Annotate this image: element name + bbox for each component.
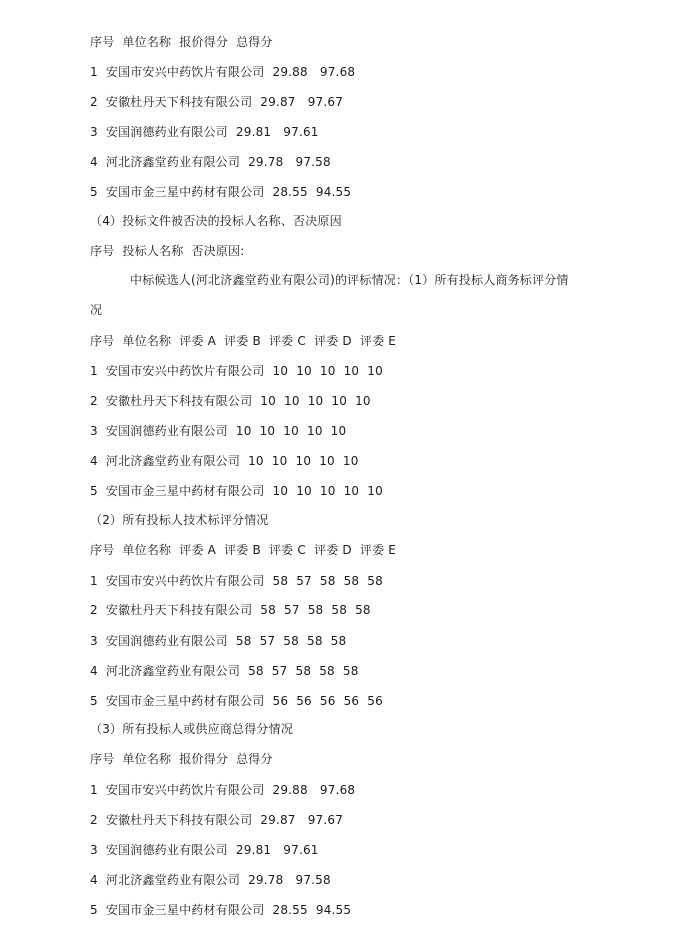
table-row: 3 安国润德药业有限公司 58 57 58 58 58 — [90, 634, 347, 648]
table-header-line: 序号 投标人名称 否决原因: — [90, 244, 245, 258]
section-heading: （3）所有投标人或供应商总得分情况 — [90, 722, 294, 736]
paragraph-line: 中标候选人(河北济鑫堂药业有限公司)的评标情况：（1）所有投标人商务标评分情 — [130, 273, 569, 287]
table-row: 3 安国润德药业有限公司 10 10 10 10 10 — [90, 424, 347, 438]
paragraph-line: 况 — [90, 303, 103, 317]
table-row: 1 安国市安兴中药饮片有限公司 10 10 10 10 10 — [90, 364, 383, 378]
table-row: 5 安国市金三星中药材有限公司 28.55 94.55 — [90, 185, 352, 199]
table-header-line: 序号 单位名称 评委 A 评委 B 评委 C 评委 D 评委 E — [90, 334, 397, 348]
table-row: 4 河北济鑫堂药业有限公司 58 57 58 58 58 — [90, 664, 359, 678]
table-row: 5 安国市金三星中药材有限公司 56 56 56 56 56 — [90, 694, 383, 708]
table-row: 2 安徽杜丹天下科技有限公司 10 10 10 10 10 — [90, 394, 371, 408]
table-row: 1 安国市安兴中药饮片有限公司 29.88 97.68 — [90, 783, 356, 797]
table-row: 3 安国润德药业有限公司 29.81 97.61 — [90, 125, 319, 139]
table-row: 4 河北济鑫堂药业有限公司 29.78 97.58 — [90, 873, 331, 887]
section-heading: （2）所有投标人技术标评分情况 — [90, 513, 269, 527]
table-header-line: 序号 单位名称 报价得分 总得分 — [90, 35, 273, 49]
table-row: 1 安国市安兴中药饮片有限公司 29.88 97.68 — [90, 65, 356, 79]
table-row: 5 安国市金三星中药材有限公司 28.55 94.55 — [90, 903, 352, 917]
table-row: 4 河北济鑫堂药业有限公司 10 10 10 10 10 — [90, 454, 359, 468]
table-header-line: 序号 单位名称 报价得分 总得分 — [90, 752, 273, 766]
table-header-line: 序号 单位名称 评委 A 评委 B 评委 C 评委 D 评委 E — [90, 543, 397, 557]
table-row: 1 安国市安兴中药饮片有限公司 58 57 58 58 58 — [90, 574, 383, 588]
table-row: 3 安国润德药业有限公司 29.81 97.61 — [90, 843, 319, 857]
table-row: 5 安国市金三星中药材有限公司 10 10 10 10 10 — [90, 484, 383, 498]
table-row: 4 河北济鑫堂药业有限公司 29.78 97.58 — [90, 155, 331, 169]
table-row: 2 安徽杜丹天下科技有限公司 58 57 58 58 58 — [90, 603, 371, 617]
section-heading: （4）投标文件被否决的投标人名称、否决原因 — [90, 214, 342, 228]
table-row: 2 安徽杜丹天下科技有限公司 29.87 97.67 — [90, 813, 344, 827]
table-row: 2 安徽杜丹天下科技有限公司 29.87 97.67 — [90, 95, 344, 109]
